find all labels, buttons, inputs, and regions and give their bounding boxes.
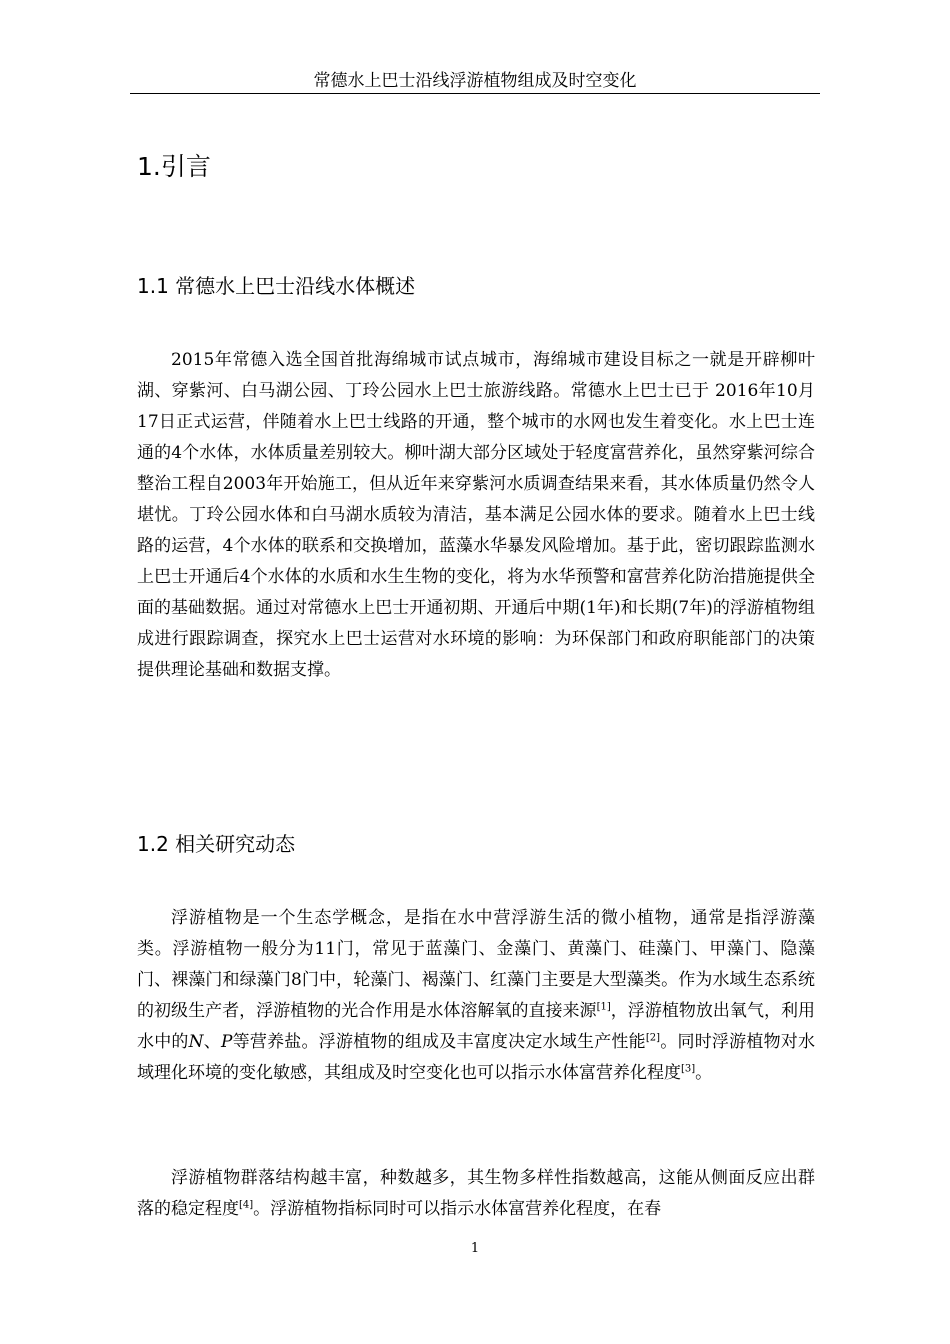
research-paragraph-1 — [137, 903, 815, 1089]
citation-ref-4: [4] — [239, 1199, 254, 1211]
section-heading-introduction: 1.引言 — [137, 152, 211, 181]
citation-ref-2: [2] — [645, 1032, 661, 1044]
overview-paragraph: 2015年常德入选全国首批海绵城市试点城市，海绵城市建设目标之一就是开辟柳叶湖、穿紫河、白马湖公园、丁玲公园水上巴士旅游线路。常德水上巴士已于 2016年10月17日正式运营，伴随着水上巴士线路的开通，整个城市的水网也发生着变化。水上巴士连通的4个水体，水体质量差别较大。柳叶湖大部分区域处于轻度富营养化，虽然穿紫河综合整治工程自2003年开始施工，但从近年来穿紫河水质调查结果来看，其水体质量仍然令人堪忧。丁玲公园水体和白马湖水质较为清洁，基本满足公园水体的要求。随着水上巴士线路的运营，4个水体的联系和交换增加，蓝藻水华暴发风险增加。基于此，密切跟踪监测水上巴士开通后4个水体的水质和水生生物的变化，将为水华预警和富营养化防治措施提供全面的基础数据。通过对常德水上巴士开通初期、开通后中期(1年)和长期(7年)的浮游植物组成进行跟踪调查，探究水上巴士运营对水环境的影响：为环保部门和政府职能部门的决策提供理论基础和数据支撑。 — [137, 350, 815, 680]
symbol-n: N — [188, 1032, 204, 1052]
text-run: 、 — [203, 1032, 221, 1052]
text-run: 浮游植物是一个生态学概念，是指在水中营浮游生活的微小植物，通常是指浮游藻类。浮游植物一般分为11门，常见于蓝藻门、金藻门、黄藻门、硅藻门、甲藻门、隐藻门、裸藻门和绿藻门8门中，轮藻门、褐藻门、红藻门主要是大型藻类。作为水域生态系统的初级生产者，浮游植物的光合作用是水体溶解氧的直接来源 — [137, 908, 815, 1021]
text-run: 等营养盐。浮游植物的组成及丰富度决定水域生产性能 — [232, 1032, 646, 1052]
page-header-title: 常德水上巴士沿线浮游植物组成及时空变化 — [313, 71, 637, 91]
text-run: ，浮游植物放出氧气，利用水中的 — [137, 1001, 816, 1052]
citation-ref-1: [1] — [596, 1001, 611, 1013]
research-paragraph-2 — [137, 1163, 815, 1225]
symbol-p: P — [220, 1032, 233, 1052]
citation-ref-3: [3] — [681, 1063, 696, 1075]
subsection-heading-research: 1.2 相关研究动态 — [137, 832, 296, 856]
text-run: 浮游植物群落结构越丰富，种数越多，其生物多样性指数越高，这能从侧面反应出群落的稳定程度 — [137, 1168, 815, 1219]
page-number: 1 — [470, 1241, 480, 1256]
text-run: 。同时浮游植物对水域理化环境的变化敏感，其组成及时空变化也可以指示水体富营养化程度 — [137, 1032, 816, 1083]
header-divider — [130, 93, 820, 94]
text-run: 。 — [695, 1063, 713, 1083]
subsection-heading-overview: 1.1 常德水上巴士沿线水体概述 — [137, 274, 416, 298]
text-run: 。浮游植物指标同时可以指示水体富营养化程度，在春 — [253, 1199, 662, 1219]
